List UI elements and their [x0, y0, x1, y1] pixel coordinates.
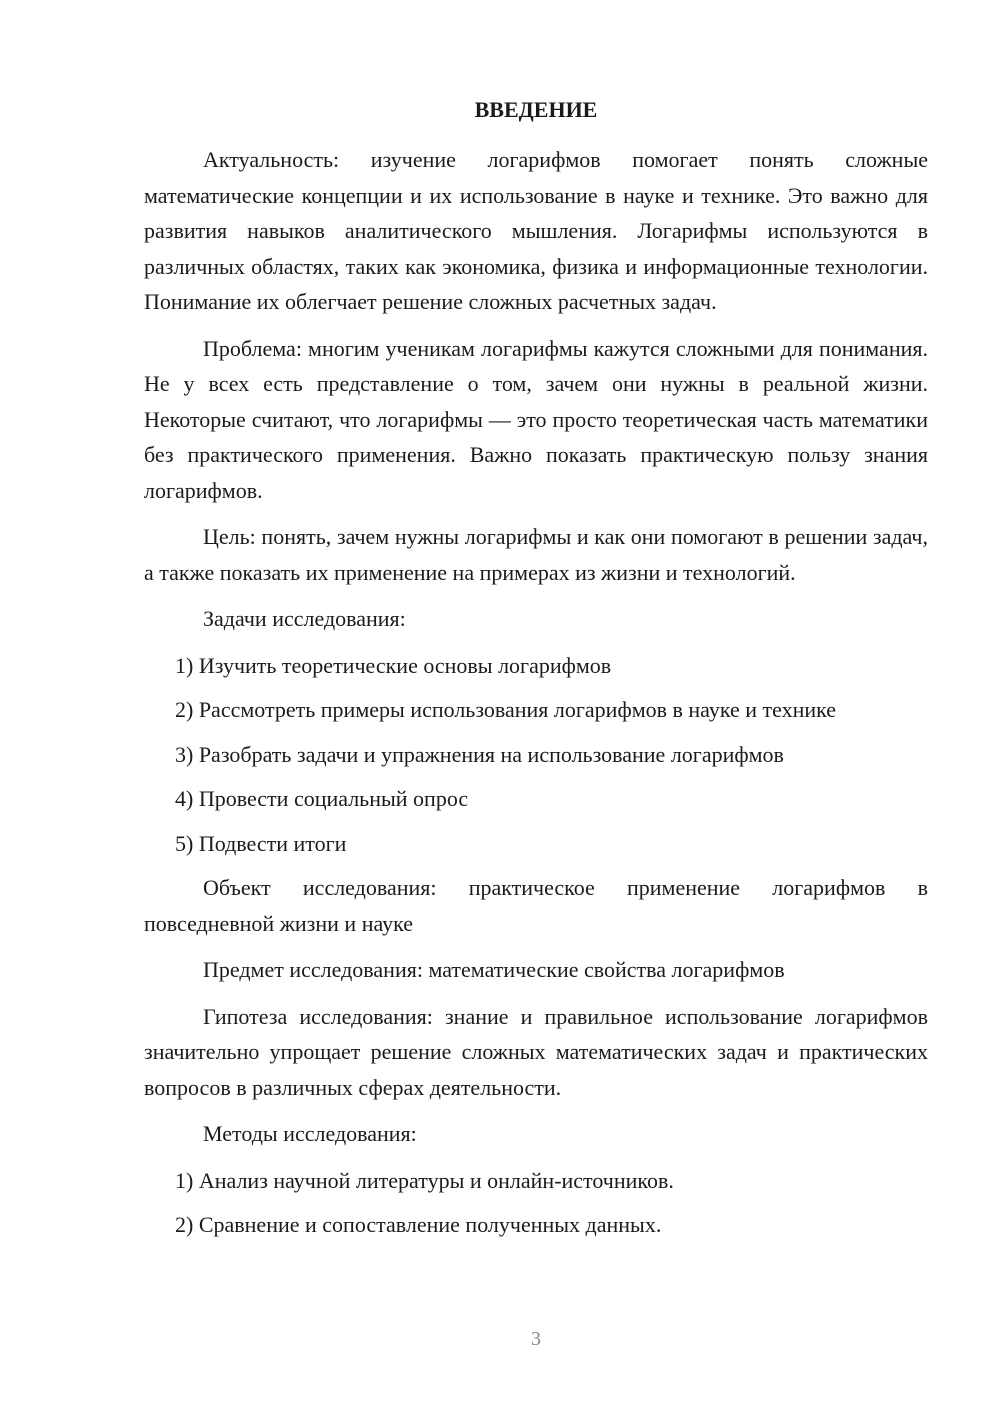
paragraph-problem: Проблема: многим ученикам логарифмы кажутся сложными для понимания. Не у всех есть представление о том, зачем они нужны в реальной жизни. Некоторые считают, что логарифмы — это просто теоретическая часть математики без практического применения. Важно показать практическую пользу знания логарифмов.	[144, 335, 928, 503]
paragraph-goal: Цель: понять, зачем нужны логарифмы и как они помогают в решении задач, а также показать их применение на примерах из жизни и технологий.	[144, 524, 928, 585]
paragraph-hypothesis: Гипотеза исследования: знание и правильное использование логарифмов значительно упрощает решение сложных математических задач и практических вопросов в различных сферах деятельности.	[144, 1003, 928, 1100]
page-number: 3	[531, 1328, 541, 1350]
task-item: 4) Провести социальный опрос	[175, 786, 469, 811]
task-item: 2) Рассмотреть примеры использования логарифмов в науке и технике	[175, 697, 837, 722]
method-item: 1) Анализ научной литературы и онлайн-источников.	[175, 1167, 674, 1193]
paragraph-relevance: Актуальность: изучение логарифмов помогает понять сложные математические концепции и их использование в науке и технике. Это важно для развития навыков аналитического мышления. Логарифмы используются в различных областях, таких как экономика, физика и информационные технологии. Понимание их облегчает решение сложных расчетных задач.	[144, 147, 928, 314]
methods-heading: Методы исследования:	[203, 1121, 417, 1146]
paragraph-object: Объект исследования: практическое применение логарифмов в повседневной жизни и науке	[144, 875, 928, 936]
task-item: 3) Разобрать задачи и упражнения на использование логарифмов	[175, 741, 784, 767]
document-body	[144, 142, 928, 1252]
task-item: 1) Изучить теоретические основы логарифмов	[175, 652, 612, 678]
method-item: 2) Сравнение и сопоставление полученных данных.	[175, 1212, 662, 1237]
page-title: ВВЕДЕНИЕ	[474, 97, 598, 122]
task-item: 5) Подвести итоги	[175, 830, 347, 856]
tasks-heading: Задачи исследования:	[203, 606, 406, 631]
paragraph-subject: Предмет исследования: математические свойства логарифмов	[203, 957, 785, 982]
